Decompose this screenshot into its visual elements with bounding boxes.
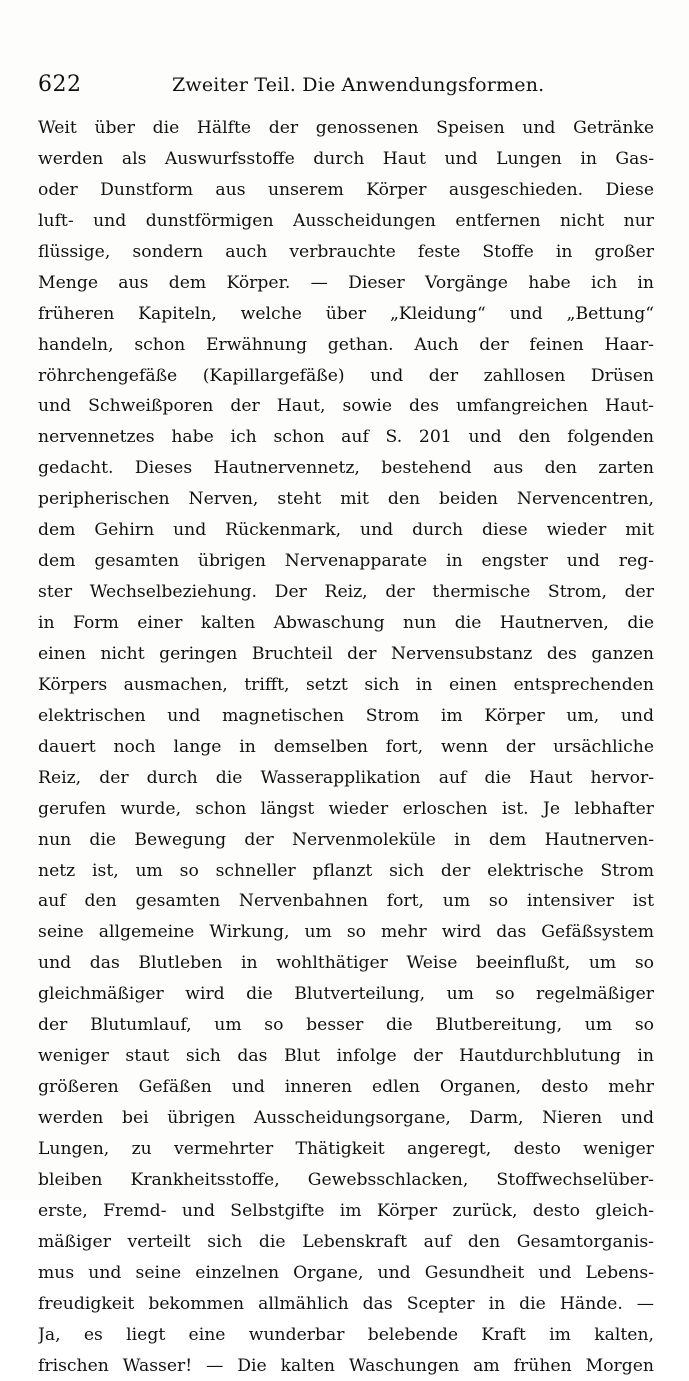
page-header [36,66,655,102]
text-line: luft- und dunstförmigen Ausscheidungen entfernen nicht nur [38,206,654,237]
text-line: bleiben Krankheitsstoffe, Gewebsschlacken, Stoffwechselüber- [38,1165,654,1196]
text-line: elektrischen und magnetischen Strom im Körper um, und [38,701,654,732]
text-line: dem Gehirn und Rückenmark, und durch diese wieder mit [38,515,654,546]
text-line: früheren Kapiteln, welche über „Kleidung“ und „Bettung“ [38,299,654,330]
text-line: werden bei übrigen Ausscheidungsorgane, Darm, Nieren und [38,1103,654,1134]
text-line: ster Wechselbeziehung. Der Reiz, der thermische Strom, der [38,577,654,608]
text-line: werden als Auswurfsstoffe durch Haut und Lungen in Gas- [38,144,654,175]
text-line: Reiz, der durch die Wasserapplikation auf die Haut hervor- [38,763,654,794]
page-number: 622 [38,72,82,97]
text-line: seine allgemeine Wirkung, um so mehr wird das Gefäßsystem [38,917,654,948]
text-line: nun die Bewegung der Nervenmoleküle in dem Hautnerven- [38,825,654,856]
text-line: in Form einer kalten Abwaschung nun die Hautnerven, die [38,608,654,639]
text-line: handeln, schon Erwähnung gethan. Auch der feinen Haar- [38,330,654,361]
text-line: erste, Fremd- und Selbstgifte im Körper zurück, desto gleich- [38,1196,654,1227]
text-line: und Schweißporen der Haut, sowie des umfangreichen Haut- [38,391,654,422]
text-line: weniger staut sich das Blut infolge der Hautdurchblutung in [38,1041,654,1072]
text-line: nervennetzes habe ich schon auf S. 201 und den folgenden [38,422,654,453]
text-line: und das Blutleben in wohlthätiger Weise beeinflußt, um so [38,948,654,979]
text-line: gerufen wurde, schon längst wieder erloschen ist. Je lebhafter [38,794,654,825]
text-line: gedacht. Dieses Hautnervennetz, bestehend aus den zarten [38,453,654,484]
text-line: mäßiger verteilt sich die Lebenskraft auf den Gesamtorganis- [38,1227,654,1258]
text-line: frischen Wasser! — Die kalten Waschungen am frühen Morgen [38,1351,654,1381]
text-line: größeren Gefäßen und inneren edlen Organen, desto mehr [38,1072,654,1103]
text-line: flüssige, sondern auch verbrauchte feste Stoffe in großer [38,237,654,268]
text-line: gleichmäßiger wird die Blutverteilung, um so regelmäßiger [38,979,654,1010]
body-text [38,113,654,1381]
text-line: Weit über die Hälfte der genossenen Speisen und Getränke [38,113,654,144]
running-head: Zweiter Teil. Die Anwendungsformen. [172,74,544,96]
text-line: auf den gesamten Nervenbahnen fort, um so intensiver ist [38,886,654,917]
text-line: Menge aus dem Körper. — Dieser Vorgänge habe ich in [38,268,654,299]
text-line: dem gesamten übrigen Nervenapparate in engster und reg- [38,546,654,577]
text-line: freudigkeit bekommen allmählich das Scepter in die Hände. — [38,1289,654,1320]
text-line: oder Dunstform aus unserem Körper ausgeschieden. Diese [38,175,654,206]
text-line: Ja, es liegt eine wunderbar belebende Kraft im kalten, [38,1320,654,1351]
text-line: mus und seine einzelnen Organe, und Gesundheit und Lebens- [38,1258,654,1289]
text-line: dauert noch lange in demselben fort, wenn der ursächliche [38,732,654,763]
text-line: einen nicht geringen Bruchteil der Nervensubstanz des ganzen [38,639,654,670]
text-line: der Blutumlauf, um so besser die Blutbereitung, um so [38,1010,654,1041]
text-line: peripherischen Nerven, steht mit den beiden Nervencentren, [38,484,654,515]
text-line: Körpers ausmachen, trifft, setzt sich in einen entsprechenden [38,670,654,701]
text-line: röhrchengefäße (Kapillargefäße) und der zahllosen Drüsen [38,361,654,392]
text-line: Lungen, zu vermehrter Thätigkeit angeregt, desto weniger [38,1134,654,1165]
text-line: netz ist, um so schneller pflanzt sich der elektrische Strom [38,856,654,887]
